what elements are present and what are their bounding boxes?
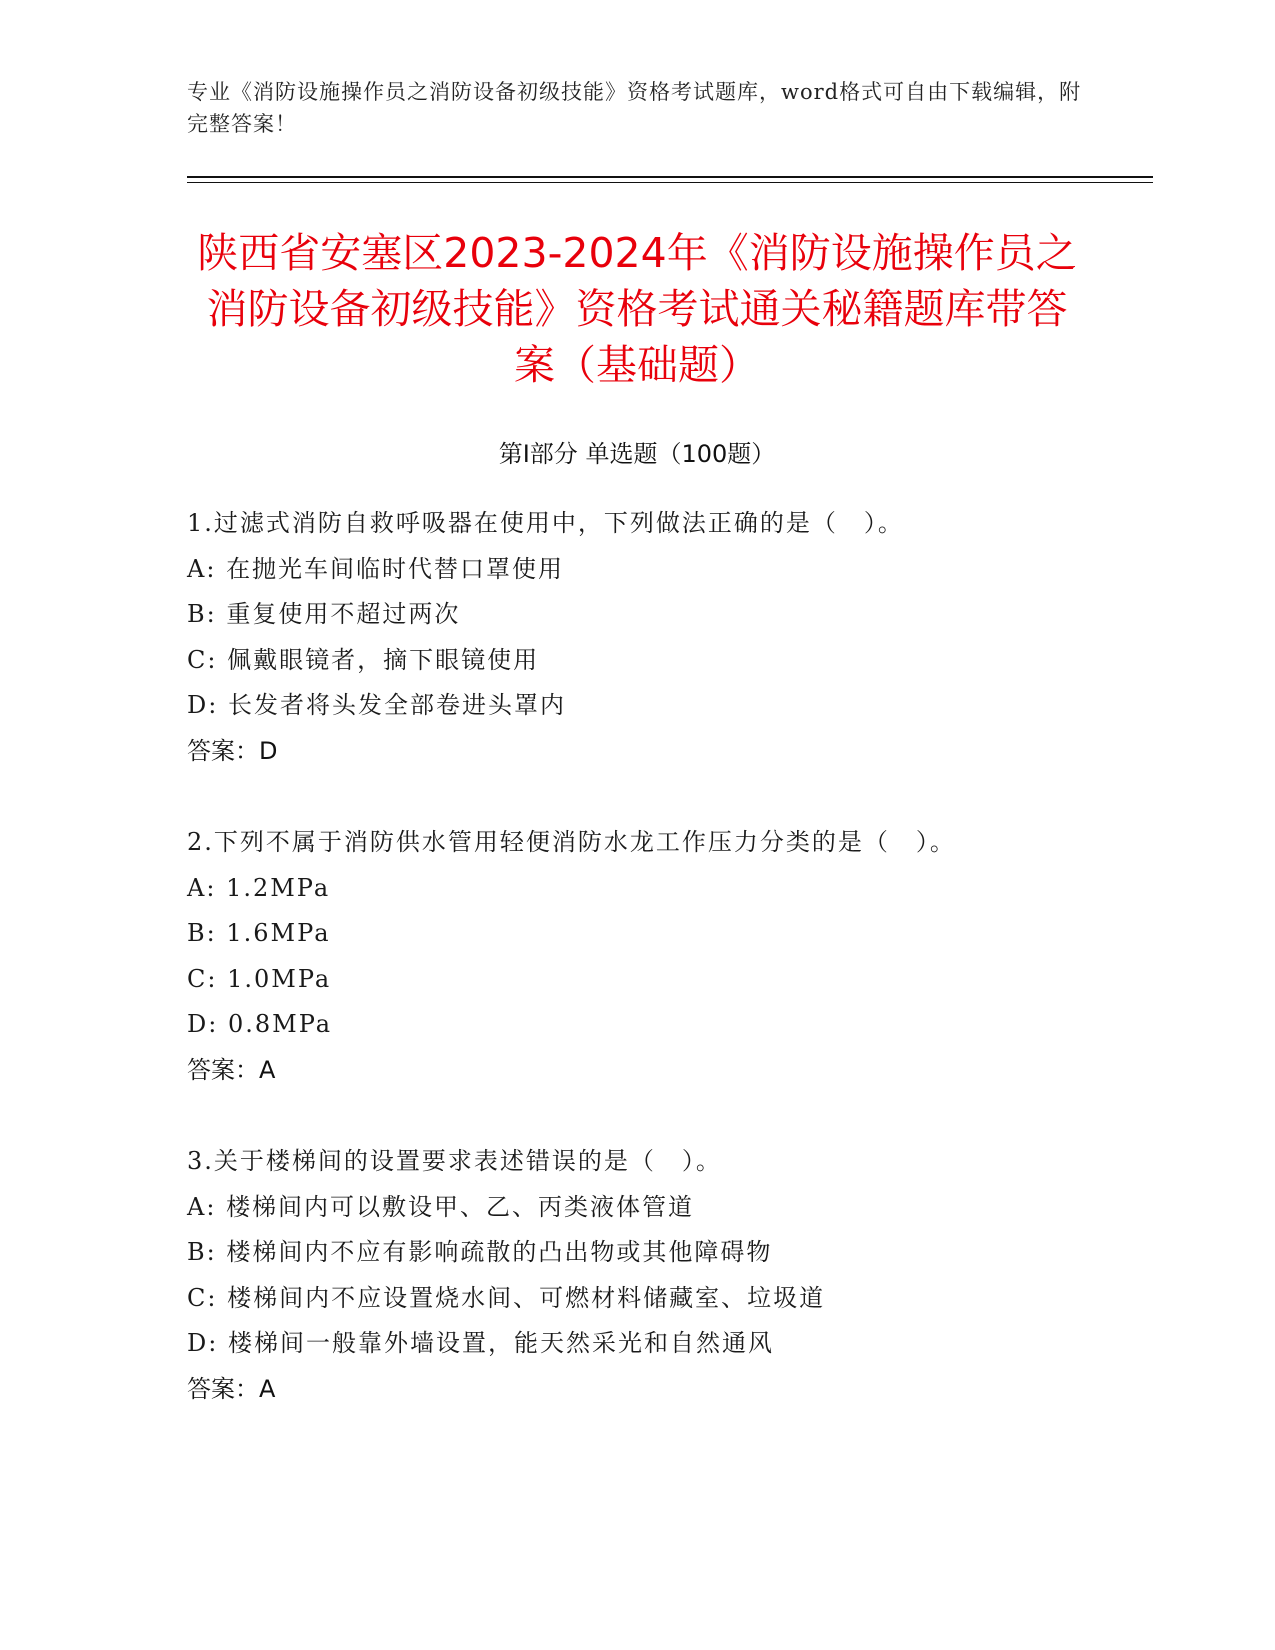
option-key: D: xyxy=(187,691,219,719)
option-d xyxy=(187,683,1137,729)
option-key: D: xyxy=(187,1010,219,1038)
answer-label: 答案： xyxy=(187,1055,259,1084)
option-key: A: xyxy=(187,873,217,902)
option-text: 1.0MPa xyxy=(227,964,332,993)
option-c xyxy=(187,957,1137,1003)
option-d xyxy=(187,1002,1137,1048)
option-key: A: xyxy=(187,1192,217,1221)
option-text: 佩戴眼镜者，摘下眼镜使用 xyxy=(227,645,540,674)
option-b xyxy=(187,1230,1137,1276)
option-text: 楼梯间内不应有影响疏散的凸出物或其他障碍物 xyxy=(226,1238,773,1266)
answer xyxy=(187,1367,1137,1413)
document-title: 陕西省安塞区2023-2024年《消防设施操作员之消防设备初级技能》资格考试通关秘籍题库带答案（基础题） xyxy=(197,229,1077,389)
option-c xyxy=(187,638,1137,684)
option-key: B: xyxy=(187,600,217,628)
header-divider-thin xyxy=(187,182,1153,183)
answer-value: D xyxy=(259,736,278,765)
header-divider-thick xyxy=(187,176,1153,178)
option-text: 重复使用不超过两次 xyxy=(226,600,461,628)
option-text: 楼梯间一般靠外墙设置，能天然采光和自然通风 xyxy=(227,1329,774,1357)
option-a xyxy=(187,547,1137,593)
answer-label: 答案： xyxy=(187,1374,259,1403)
option-key: B: xyxy=(187,919,217,947)
section-heading: 第Ⅰ部分 单选题（100题） xyxy=(498,440,776,468)
option-text: 1.6MPa xyxy=(226,919,331,947)
option-key: C: xyxy=(187,964,218,993)
answer-value: A xyxy=(259,1374,276,1403)
question-stem: 1.过滤式消防自救呼吸器在使用中，下列做法正确的是（ ）。 xyxy=(187,509,904,537)
option-a xyxy=(187,866,1137,912)
option-text: 1.2MPa xyxy=(226,873,331,902)
option-a xyxy=(187,1185,1137,1231)
option-key: B: xyxy=(187,1238,217,1266)
answer-label: 答案： xyxy=(187,736,259,765)
option-b xyxy=(187,911,1137,957)
option-key: A: xyxy=(187,554,217,583)
question-1 xyxy=(187,501,1137,774)
option-text: 楼梯间内可以敷设甲、乙、丙类液体管道 xyxy=(226,1192,695,1221)
option-text: 楼梯间内不应设置烧水间、可燃材料储藏室、垃圾道 xyxy=(227,1283,826,1312)
option-key: C: xyxy=(187,1283,218,1312)
question-stem: 2.下列不属于消防供水管用轻便消防水龙工作压力分类的是（ ）。 xyxy=(187,828,956,856)
option-text: 在抛光车间临时代替口罩使用 xyxy=(226,554,565,583)
option-text: 长发者将头发全部卷进头罩内 xyxy=(227,691,566,719)
option-key: D: xyxy=(187,1329,219,1357)
option-c xyxy=(187,1276,1137,1322)
header-note: 专业《消防设施操作员之消防设备初级技能》资格考试题库，word格式可自由下载编辑，附完整答案！ xyxy=(187,80,1082,136)
question-stem: 3.关于楼梯间的设置要求表述错误的是（ ）。 xyxy=(187,1147,722,1175)
option-d xyxy=(187,1321,1137,1367)
answer xyxy=(187,1048,1137,1094)
question-3 xyxy=(187,1139,1137,1412)
answer-value: A xyxy=(259,1055,276,1084)
answer xyxy=(187,729,1137,775)
question-2 xyxy=(187,820,1137,1093)
option-key: C: xyxy=(187,645,218,674)
option-text: 0.8MPa xyxy=(227,1010,333,1038)
option-b xyxy=(187,592,1137,638)
